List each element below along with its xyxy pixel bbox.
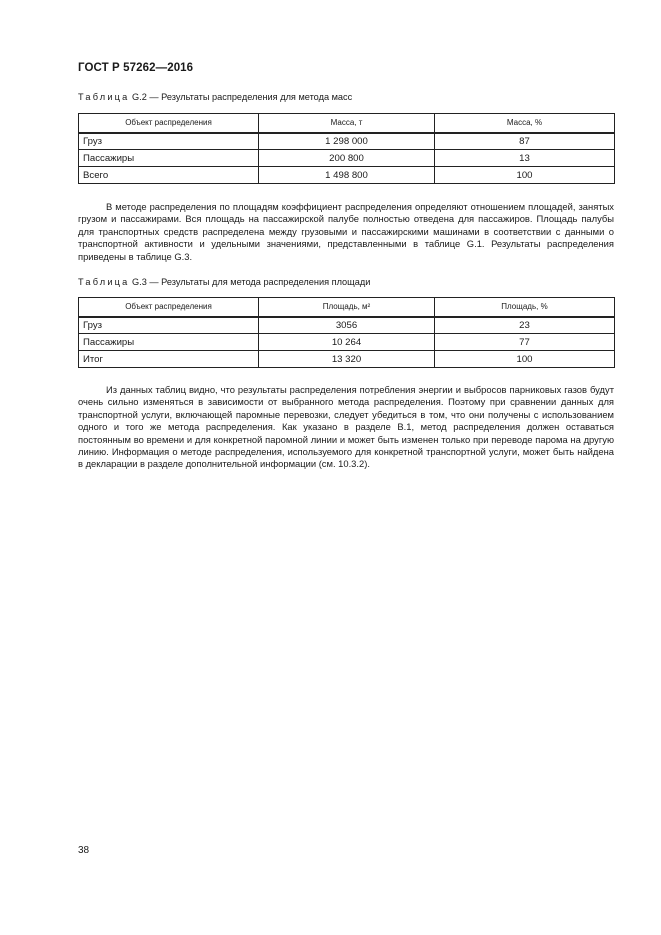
table-cell: 13 320 — [259, 351, 435, 368]
table-cell: 1 498 800 — [259, 167, 435, 184]
table-cell: Груз — [79, 133, 259, 150]
column-header: Объект распределения — [79, 114, 259, 133]
table-cell: 10 264 — [259, 334, 435, 351]
column-header: Площадь, м² — [259, 298, 435, 317]
table-cell: 23 — [435, 317, 615, 334]
table-row — [79, 334, 615, 351]
table-row — [79, 133, 615, 150]
standard-header: ГОСТ Р 57262—2016 — [78, 62, 194, 74]
table-cell: Итог — [79, 351, 259, 368]
table-g2-caption — [78, 92, 352, 102]
paragraph-conclusion — [78, 384, 614, 471]
table-g2-caption-text: G.2 — Результаты распределения для метода масс — [132, 92, 353, 102]
table-header-row — [79, 298, 615, 317]
table-header-row — [79, 114, 615, 133]
table-cell: 100 — [435, 167, 615, 184]
table-cell: 200 800 — [259, 150, 435, 167]
column-header: Масса, % — [435, 114, 615, 133]
table-g3-caption-word: Таблица — [78, 277, 130, 287]
table-g3-caption-text: G.3 — Результаты для метода распределения площади — [132, 277, 371, 287]
table-cell: 3056 — [259, 317, 435, 334]
table-cell: 100 — [435, 351, 615, 368]
paragraph-text: Из данных таблиц видно, что результаты распределения потребления энергии и выбросов парниковых газов будут очень сильно изменяться в зависимости от выбранного метода распределения. Поэтому при сравнении данных для транспортной услуги, включающей паромные перевозки, следует убедиться в том, что они получены с использованием одного и того же метода распределения. Как указано в разделе В.1, метод распределения должен оставаться постоянным во времени и для конкретной паромной линии и может быть изменен только при переводе парома на другую линию. Информация о методе распределения, используемого для конкретной транспортной услуги, может быть найдена в декларации в разделе дополнительной информации (см. 10.3.2). — [78, 384, 614, 470]
table-g2 — [78, 113, 615, 184]
table-cell: 13 — [435, 150, 615, 167]
table-cell: Пассажиры — [79, 150, 259, 167]
table-row — [79, 351, 615, 368]
table-row — [79, 150, 615, 167]
column-header: Площадь, % — [435, 298, 615, 317]
table-row — [79, 167, 615, 184]
table-cell: 1 298 000 — [259, 133, 435, 150]
table-cell: Пассажиры — [79, 334, 259, 351]
table-g3-caption — [78, 277, 370, 287]
column-header: Объект распределения — [79, 298, 259, 317]
table-cell: 77 — [435, 334, 615, 351]
page-number: 38 — [78, 845, 90, 856]
paragraph-text: В методе распределения по площадям коэффициент распределения определяют отношением площадей, занятых грузом и пассажирами. Вся площадь на пассажирской палубе полностью отведена для пассажиров. Площадь палубы для транспортных средств распределена между грузовыми и пассажирскими машинами в соответствии с данными о транспортной активности и удельными значениями, представленными в таблице G.1. Результаты распределения приведены в таблице G.3. — [78, 201, 614, 262]
table-cell: 87 — [435, 133, 615, 150]
table-g2-caption-word: Таблица — [78, 92, 130, 102]
column-header: Масса, т — [259, 114, 435, 133]
table-cell: Всего — [79, 167, 259, 184]
table-cell: Груз — [79, 317, 259, 334]
table-g3 — [78, 297, 615, 368]
table-row — [79, 317, 615, 334]
paragraph-area-method — [78, 201, 614, 263]
